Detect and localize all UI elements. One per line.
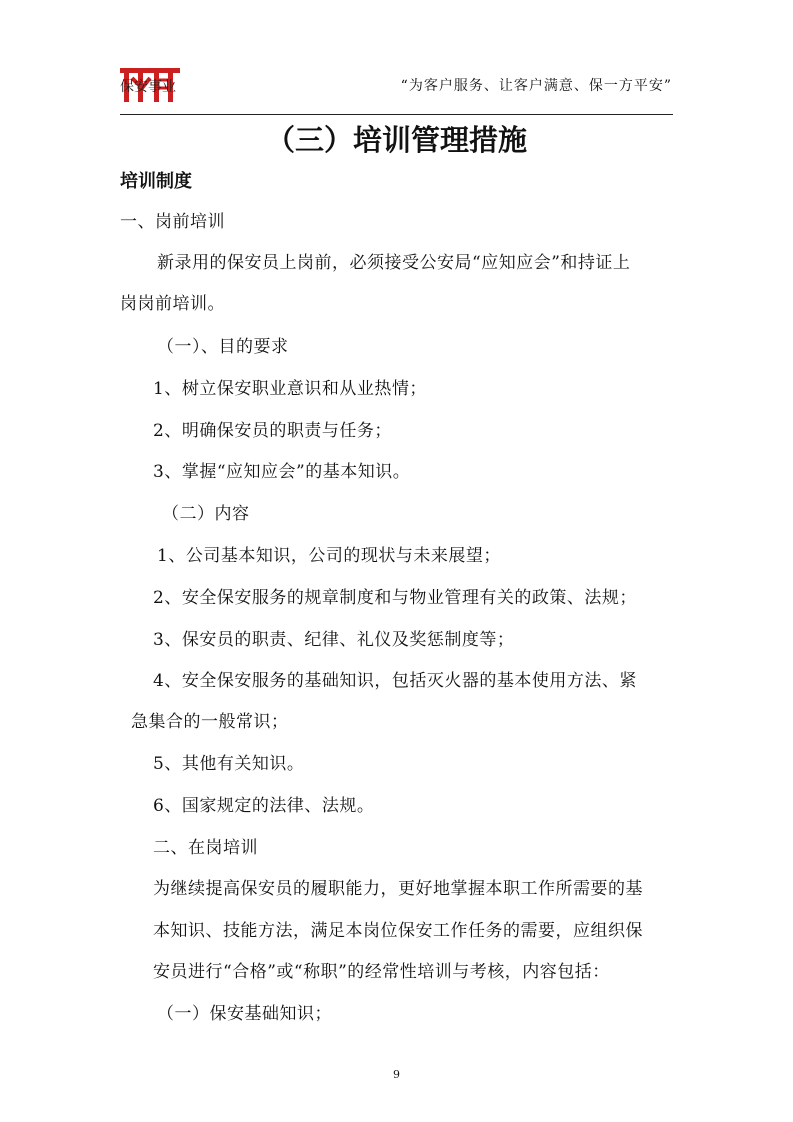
text-line: 新录用的保安员上岗前，必须接受公安局“应知应会”和持证上	[157, 253, 631, 273]
page-title: （三）培训管理措施	[265, 123, 527, 157]
text-line: 5、其他有关知识。	[153, 754, 305, 774]
header-divider	[120, 114, 673, 115]
text-line: 2、明确保安员的职责与任务；	[153, 421, 392, 441]
section-heading: 培训制度	[120, 171, 192, 192]
text-line: 1、公司基本知识，公司的现状与未来展望；	[157, 546, 501, 566]
page-number: 9	[393, 1068, 400, 1081]
text-line: 安员进行“合格”或“称职”的经常性培训与考核，内容包括：	[153, 962, 610, 982]
text-line: 岗岗前培训。	[120, 294, 225, 314]
text-line: 6、国家规定的法律、法规。	[153, 796, 375, 816]
text-line: 2、安全保安服务的规章制度和与物业管理有关的政策、法规；	[153, 588, 637, 608]
header-slogan: “为客户服务、让客户满意、保一方平安”	[400, 78, 672, 94]
text-line: 急集合的一般常识；	[131, 712, 289, 732]
text-line: 为继续提高保安员的履职能力，更好地掌握本职工作所需要的基	[153, 879, 643, 899]
text-line: 本知识、技能方法，满足本岗位保安工作任务的需要，应组织保	[153, 921, 643, 941]
text-line: 1、树立保安职业意识和从业热情；	[153, 379, 427, 399]
logo-text: 保安事业	[120, 79, 176, 95]
text-line: 一、岗前培训	[120, 212, 225, 232]
text-line: 3、掌握“应知应会”的基本知识。	[153, 462, 411, 482]
text-line: （二）内容	[162, 504, 250, 524]
text-line: （一）保安基础知识；	[157, 1004, 332, 1024]
text-line: （一）、目的要求	[157, 337, 289, 357]
text-line: 二、在岗培训	[153, 838, 258, 858]
text-line: 4、安全保安服务的基础知识，包括灭火器的基本使用方法、紧	[153, 671, 637, 691]
text-line: 3、保安员的职责、纪律、礼仪及奖惩制度等；	[153, 630, 515, 650]
